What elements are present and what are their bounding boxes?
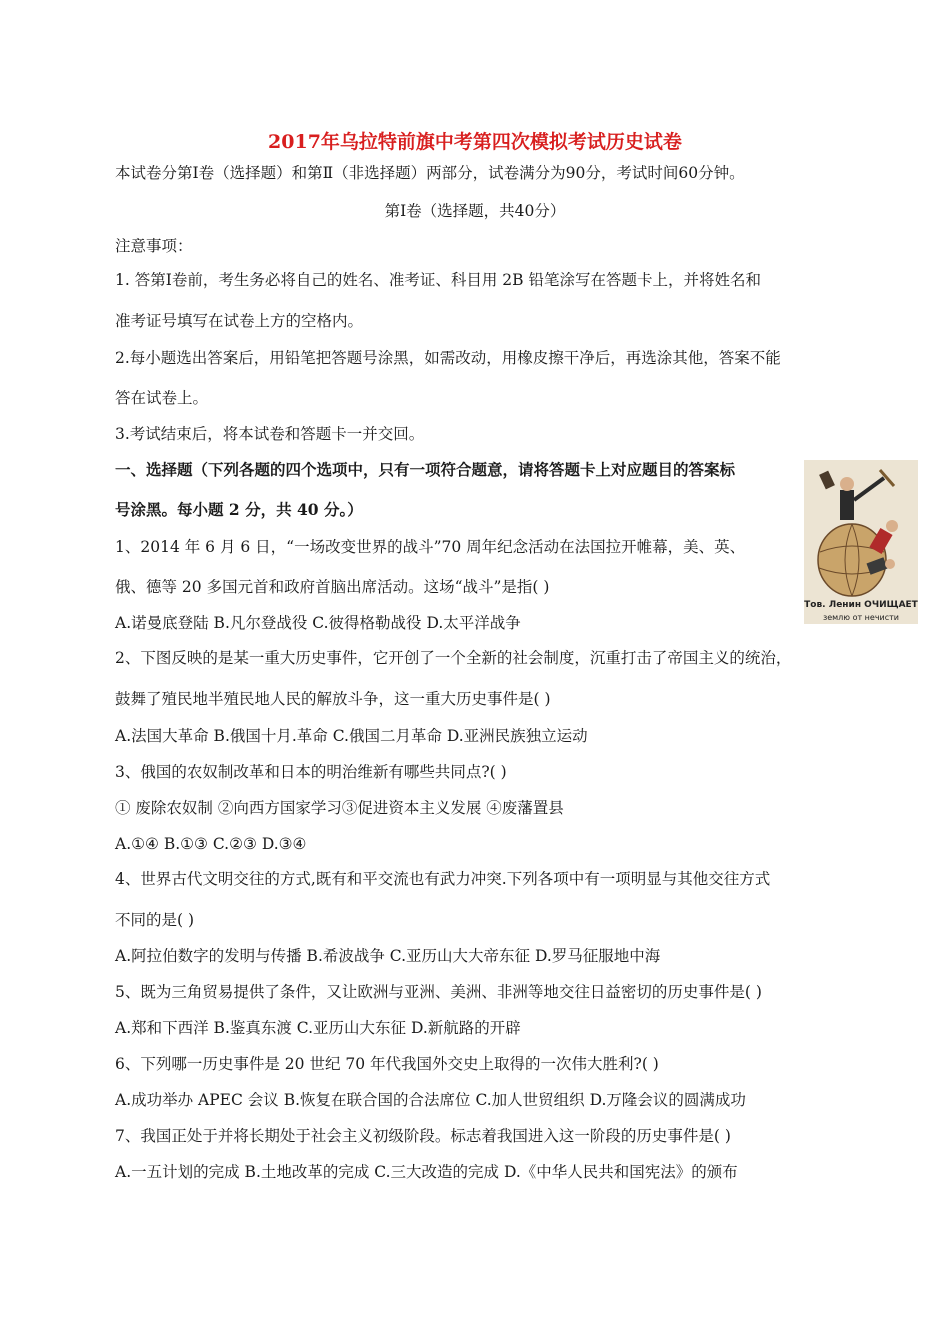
question-3: 3、俄国的农奴制改革和日本的明治维新有哪些共同点?( ) (115, 763, 507, 781)
question-4-options: A.阿拉伯数字的发明与传播 B.希波战争 C.亚历山大大帝东征 D.罗马征服地中海 (115, 947, 661, 965)
question-4: 4、世界古代文明交往的方式,既有和平交流也有武力冲突.下列各项中有一项明显与其他交往方式 (115, 870, 771, 888)
question-6: 6、下列哪一历史事件是 20 世纪 70 年代我国外交史上取得的一次伟大胜利?( ) (115, 1055, 659, 1073)
part-heading: 第Ⅰ卷（选择题，共40分） (384, 202, 566, 220)
question-1: 俄、德等 20 多国元首和政府首脑出席活动。这场“战斗”是指( ) (115, 578, 550, 596)
question-3-statements: ① 废除农奴制 ②向西方国家学习③促进资本主义发展 ④废藩置县 (115, 799, 564, 817)
question-1: 1、2014 年 6 月 6 日，“一场改变世界的战斗”70 周年纪念活动在法国拉开帷幕，美、英、 (115, 538, 746, 556)
lenin-poster-image (804, 460, 918, 624)
question-7-options: A.一五计划的完成 B.土地改革的完成 C.三大改造的完成 D.《中华人民共和国宪法》的颁布 (115, 1163, 738, 1181)
poster-caption: землю от нечисти (822, 613, 900, 622)
question-7: 7、我国正处于并将长期处于社会主义初级阶段。标志着我国进入这一阶段的历史事件是( ) (115, 1127, 731, 1145)
notice-label: 注意事项： (115, 237, 193, 255)
intro-text: 本试卷分第Ⅰ卷（选择题）和第Ⅱ（非选择题）两部分，试卷满分为90分，考试时间60分钟。 (115, 164, 745, 182)
notice-line: 答在试卷上。 (115, 389, 209, 407)
question-5: 5、既为三角贸易提供了条件，又让欧洲与亚洲、美洲、非洲等地交往日益密切的历史事件是( ) (115, 983, 762, 1001)
notice-line: 准考证号填写在试卷上方的空格内。 (115, 312, 364, 330)
notice-line: 1. 答第Ⅰ卷前，考生务必将自己的姓名、准考证、科目用 2B 铅笔涂写在答题卡上，并将姓名和 (115, 271, 761, 289)
question-2: 鼓舞了殖民地半殖民地人民的解放斗争，这一重大历史事件是( ) (115, 690, 551, 708)
question-1-options: A.诺曼底登陆 B.凡尔登战役 C.彼得格勒战役 D.太平洋战争 (115, 614, 521, 632)
section-heading: 一、选择题（下列各题的四个选项中，只有一项符合题意，请将答题卡上对应题目的答案标 (115, 460, 736, 479)
question-4: 不同的是( ) (115, 911, 195, 929)
question-3-options: A.①④ B.①③ C.②③ D.③④ (115, 835, 307, 853)
notice-line: 2.每小题选出答案后，用铅笔把答题号涂黑，如需改动，用橡皮擦干净后，再选涂其他，答案不能 (115, 349, 781, 367)
section-heading: 号涂黑。每小题 2 分，共 40 分。） (115, 500, 363, 519)
question-6-options: A.成功举办 APEC 会议 B.恢复在联合国的合法席位 C.加人世贸组织 D.万隆会议的圆满成功 (115, 1091, 746, 1109)
question-2: 2、下图反映的是某一重大历史事件，它开创了一个全新的社会制度，沉重打击了帝国主义的统治， (115, 649, 792, 667)
question-5-options: A.郑和下西洋 B.鉴真东渡 C.亚历山大东征 D.新航路的开辟 (115, 1019, 521, 1037)
question-2-options: A.法国大革命 B.俄国十月.革命 C.俄国二月革命 D.亚洲民族独立运动 (115, 727, 588, 745)
exam-title: 2017年乌拉特前旗中考第四次模拟考试历史试卷 (268, 131, 682, 153)
notice-line: 3.考试结束后，将本试卷和答题卡一并交回。 (115, 425, 425, 443)
poster-caption: Тов. Ленин ОЧИЩАЕТ (804, 600, 918, 610)
